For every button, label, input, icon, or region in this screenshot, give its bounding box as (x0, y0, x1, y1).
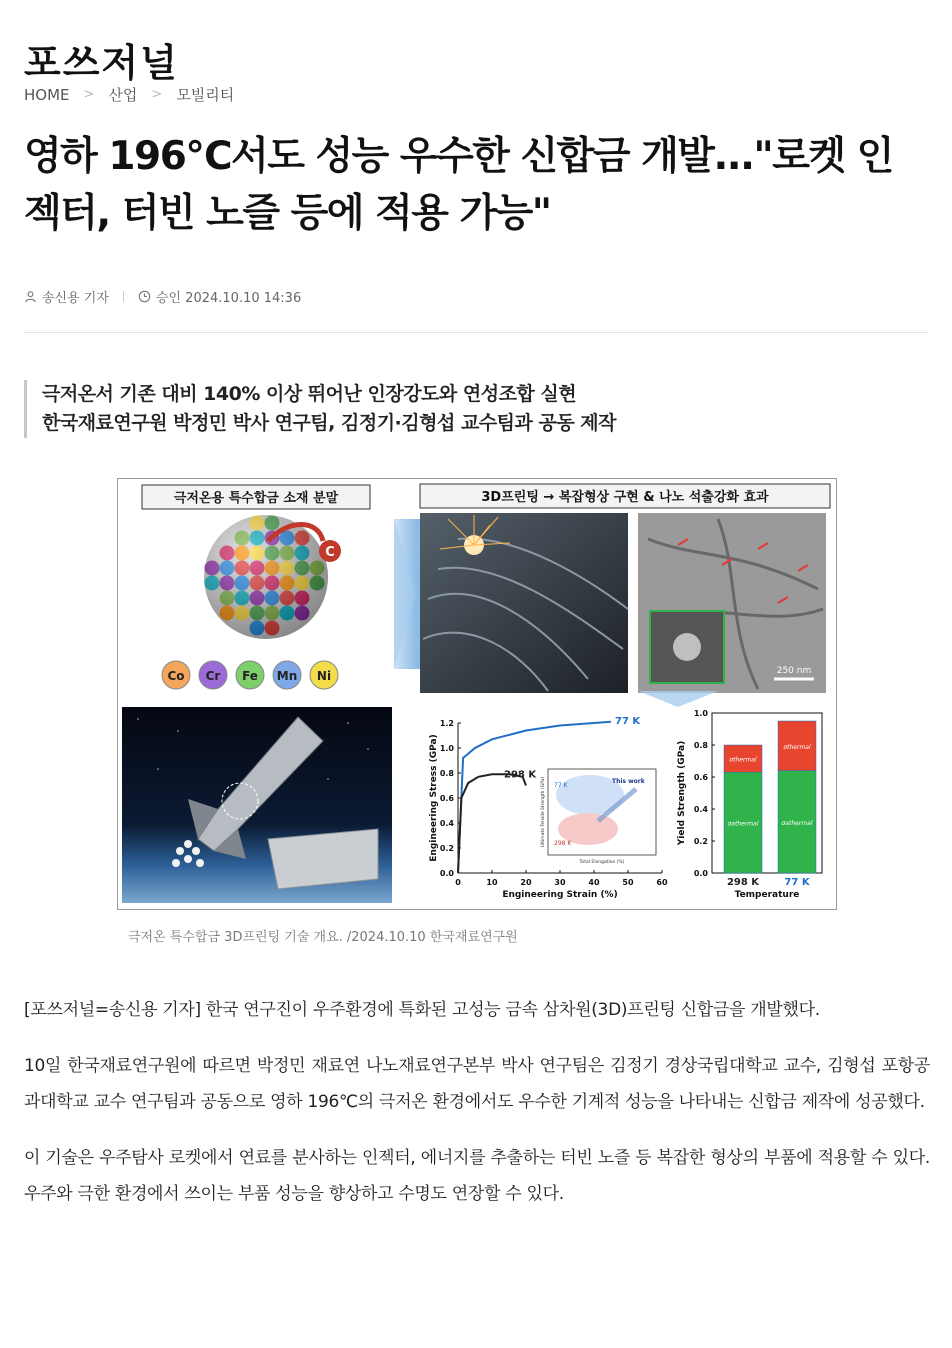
tem-to-charts-arrow (638, 691, 718, 707)
stress-y-tick-label: 1.0 (439, 744, 454, 753)
yield-y-tick-label: 0.0 (693, 869, 708, 878)
element-label: Co (167, 669, 185, 683)
yield-category-label: 298 K (726, 877, 760, 888)
article-subheads (24, 380, 616, 438)
breadcrumb-mobility[interactable]: 모빌리티 (176, 86, 235, 104)
stress-y-axis-label: Engineering Stress (GPa) (429, 734, 439, 862)
stress-x-tick-label: 40 (588, 878, 600, 887)
stress-x-tick-label: 50 (622, 878, 634, 887)
stress-y-tick-label: 1.2 (439, 719, 454, 728)
subhead-2: 한국재료연구원 박정민 박사 연구팀, 김정기·김형섭 교수팀과 공동 제작 (42, 412, 617, 434)
article-figure[interactable] (117, 478, 837, 910)
figure-canvas (118, 479, 836, 909)
yield-strength-chart (674, 707, 832, 903)
inset-label: 77 K (554, 782, 568, 789)
approved-datetime: 승인 2024.10.10 14:36 (155, 291, 302, 306)
clock-icon (138, 290, 151, 303)
rocket-component-callout (268, 829, 378, 889)
inset-label: 298 K (554, 840, 572, 847)
powder-sphere (204, 515, 328, 639)
paragraph-2: 10일 한국재료연구원에 따르면 박정민 재료연 나노재료연구본부 박사 연구팀은 김정기 경상국립대학교 교수, 김형섭 포항공과대학교 교수 연구팀과 공동으로 영하 196℃의 극저온 환경에서도 우수한 기계적 성능을 나타내는 신합금 제작에 성공했다. (24, 1056, 930, 1112)
yield-segment-label: σathermal (727, 820, 759, 828)
element-label: Fe (242, 669, 258, 683)
yield-y-tick-label: 0.8 (693, 741, 708, 750)
tem-scale-label: 250 nm (776, 666, 812, 676)
subhead-1: 극저온서 기존 대비 140% 이상 뛰어난 인장강도와 연성조합 실현 (42, 383, 577, 405)
chevron-right-icon: > (83, 87, 95, 102)
meta-divider (123, 291, 124, 302)
stress-y-tick-label: 0.4 (439, 819, 454, 828)
inset-y-axis-label: Ultimate Tensile Strength (GPa) (541, 776, 546, 848)
yield-segment-label: σathermal (781, 819, 813, 827)
site-logo[interactable]: 포쓰저널 (24, 41, 179, 85)
yield-y-tick-label: 0.6 (693, 773, 708, 782)
center-arrow-head (416, 519, 420, 669)
yield-segment-label: σthermal (729, 756, 757, 764)
article-body (24, 992, 930, 1232)
stress-x-tick-label: 30 (554, 878, 566, 887)
inset-x-axis-label: Total Elongation (%) (579, 860, 625, 865)
stress-x-axis-label: Engineering Strain (%) (502, 890, 618, 900)
article-meta (24, 287, 301, 306)
header-divider (24, 332, 928, 333)
carbon-label: C (325, 545, 335, 560)
stress-y-tick-label: 0.8 (439, 769, 454, 778)
printed-part-image (420, 513, 628, 693)
stress-y-tick-label: 0.2 (439, 844, 454, 853)
yield-y-tick-label: 0.2 (693, 837, 708, 846)
element-label: Mn (276, 669, 298, 683)
stress-y-tick-label: 0.0 (439, 869, 454, 878)
stress-x-tick-label: 10 (486, 878, 498, 887)
breadcrumb-home[interactable]: HOME (24, 85, 70, 104)
yield-x-axis-label: Temperature (734, 890, 800, 900)
paragraph-1: [포쓰저널=송신용 기자] 한국 연구진이 우주환경에 특화된 고성능 금속 삼차원(3D)프린팅 신합금을 개발했다. (24, 1000, 820, 1020)
stress-strain-chart (420, 707, 670, 903)
person-icon (24, 290, 37, 303)
element-label: Cr (205, 669, 221, 683)
stress-x-tick-label: 0 (455, 878, 461, 887)
chevron-right-icon: > (151, 87, 163, 102)
yield-segment-label: σthermal (783, 743, 811, 751)
yield-y-tick-label: 1.0 (693, 709, 708, 718)
stress-x-tick-label: 20 (520, 878, 532, 887)
breadcrumb (24, 84, 234, 105)
yield-category-label: 77 K (784, 877, 810, 888)
paragraph-3: 이 기술은 우주탐사 로켓에서 연료를 분사하는 인젝터, 에너지를 추출하는 터빈 노즐 등 복잡한 형상의 부품에 적용할 수 있다. 우주와 극한 환경에서 쓰이는 부품 성능을 향상하고 수명도 연장할 수 있다. (24, 1148, 930, 1204)
left-panel-title: 극저온용 특수합금 소재 분말 (173, 491, 339, 506)
stress-series-label: 298 K (504, 769, 537, 781)
stress-series-label: 77 K (615, 715, 641, 727)
article-title: 영하 196℃서도 성능 우수한 신합금 개발..."로켓 인젝터, 터빈 노즐 등에 적용 가능" (24, 134, 893, 236)
stress-y-tick-label: 0.6 (439, 794, 454, 803)
figure-caption: 극저온 특수합금 3D프린팅 기술 개요. /2024.10.10 한국재료연구원 (128, 930, 518, 945)
yield-y-tick-label: 0.4 (693, 805, 708, 814)
element-label: Ni (316, 669, 332, 683)
stress-x-tick-label: 60 (656, 878, 668, 887)
right-panel-title: 3D프린팅 → 복잡형상 구현 & 나노 석출강화 효과 (481, 490, 769, 505)
inset-label: This work (612, 778, 645, 785)
author-name: 송신용 기자 (42, 291, 109, 306)
breadcrumb-industry[interactable]: 산업 (108, 86, 138, 104)
sphere-shade (204, 515, 328, 639)
yield-y-axis-label: Yield Strength (GPa) (677, 740, 687, 846)
tem-precipitate (673, 633, 701, 661)
